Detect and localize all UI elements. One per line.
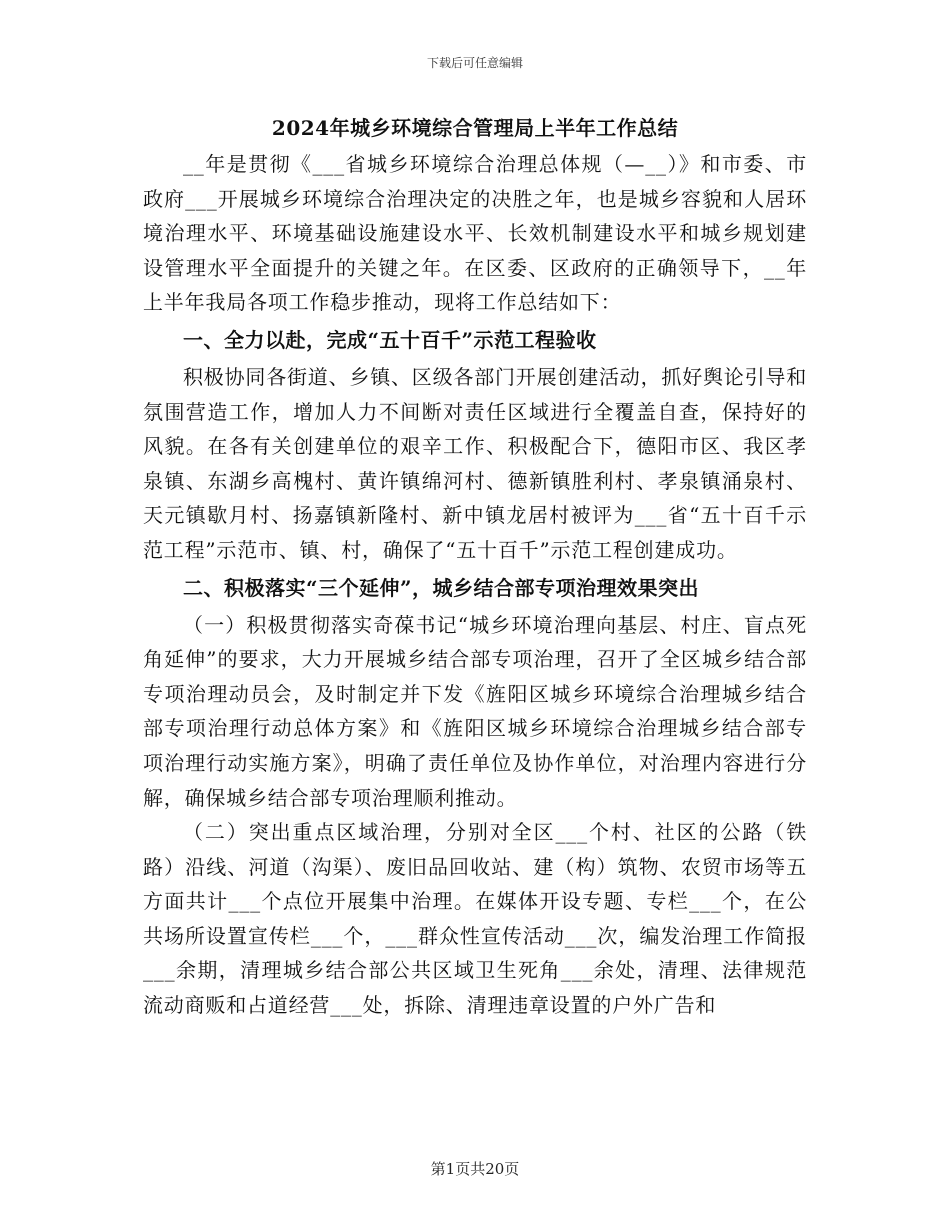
section-2-paragraph-1: （一）积极贯彻落实奇葆书记“城乡环境治理向基层、村庄、盲点死角延伸”的要求，大力开展城乡结合部专项治理，召开了全区城乡结合部专项治理动员会，及时制定并下发《旌阳区城乡环境综合治理城乡结合部专项治理行动总体方案》和《旌阳区城乡环境综合治理城乡结合部专项治理行动实施方案》，明确了责任单位及协作单位，对治理内容进行分解，确保城乡结合部专项治理顺利推动。 — [143, 612, 807, 810]
section-1-paragraph: 积极协同各街道、乡镇、区级各部门开展创建活动，抓好舆论引导和氛围营造工作，增加人力不间断对责任区域进行全覆盖自查，保持好的风貌。在各有关创建单位的艰辛工作、积极配合下，德阳市区、我区孝泉镇、东湖乡高槐村、黄许镇绵河村、德新镇胜利村、孝泉镇涌泉村、天元镇歇月村、扬嘉镇新隆村、新中镇龙居村被评为___省“五十百千示范工程”示范市、镇、村，确保了“五十百千”示范工程创建成功。 — [143, 364, 807, 562]
section-2-heading: 二、积极落实“三个延伸”，城乡结合部专项治理效果突出 — [183, 575, 700, 600]
page-footer: 第1页共20页 — [430, 1160, 520, 1178]
document-title: 2024年城乡环境综合管理局上半年工作总结 — [271, 116, 679, 140]
section-1-heading: 一、全力以赴，完成“五十百千”示范工程验收 — [183, 327, 597, 352]
document-body — [143, 111, 807, 1023]
section-2-paragraph-2: （二）突出重点区域治理，分别对全区___个村、社区的公路（铁路）沿线、河道（沟渠）、废旧品回收站、建（构）筑物、农贸市场等五方面共计___个点位开展集中治理。在媒体开设专题、专栏___个，在公共场所设置宣传栏___个，___群众性宣传活动___次，编发治理工作简报___余期，清理城乡结合部公共区域卫生死角___余处，清理、法律规范流动商贩和占道经营___处，拆除、清理违章设置的户外广告和 — [143, 820, 807, 1018]
intro-paragraph: __年是贯彻《___省城乡环境综合治理总体规（—__）》和市委、市政府___开展城乡环境综合治理决定的决胜之年，也是城乡容貌和人居环境治理水平、环境基础设施建设水平、长效机制建设水平和城乡规划建设管理水平全面提升的关键之年。在区委、区政府的正确领导下，__年上半年我局各项工作稳步推动，现将工作总结如下： — [143, 152, 807, 315]
header-note: 下载后可任意编辑 — [426, 56, 523, 70]
